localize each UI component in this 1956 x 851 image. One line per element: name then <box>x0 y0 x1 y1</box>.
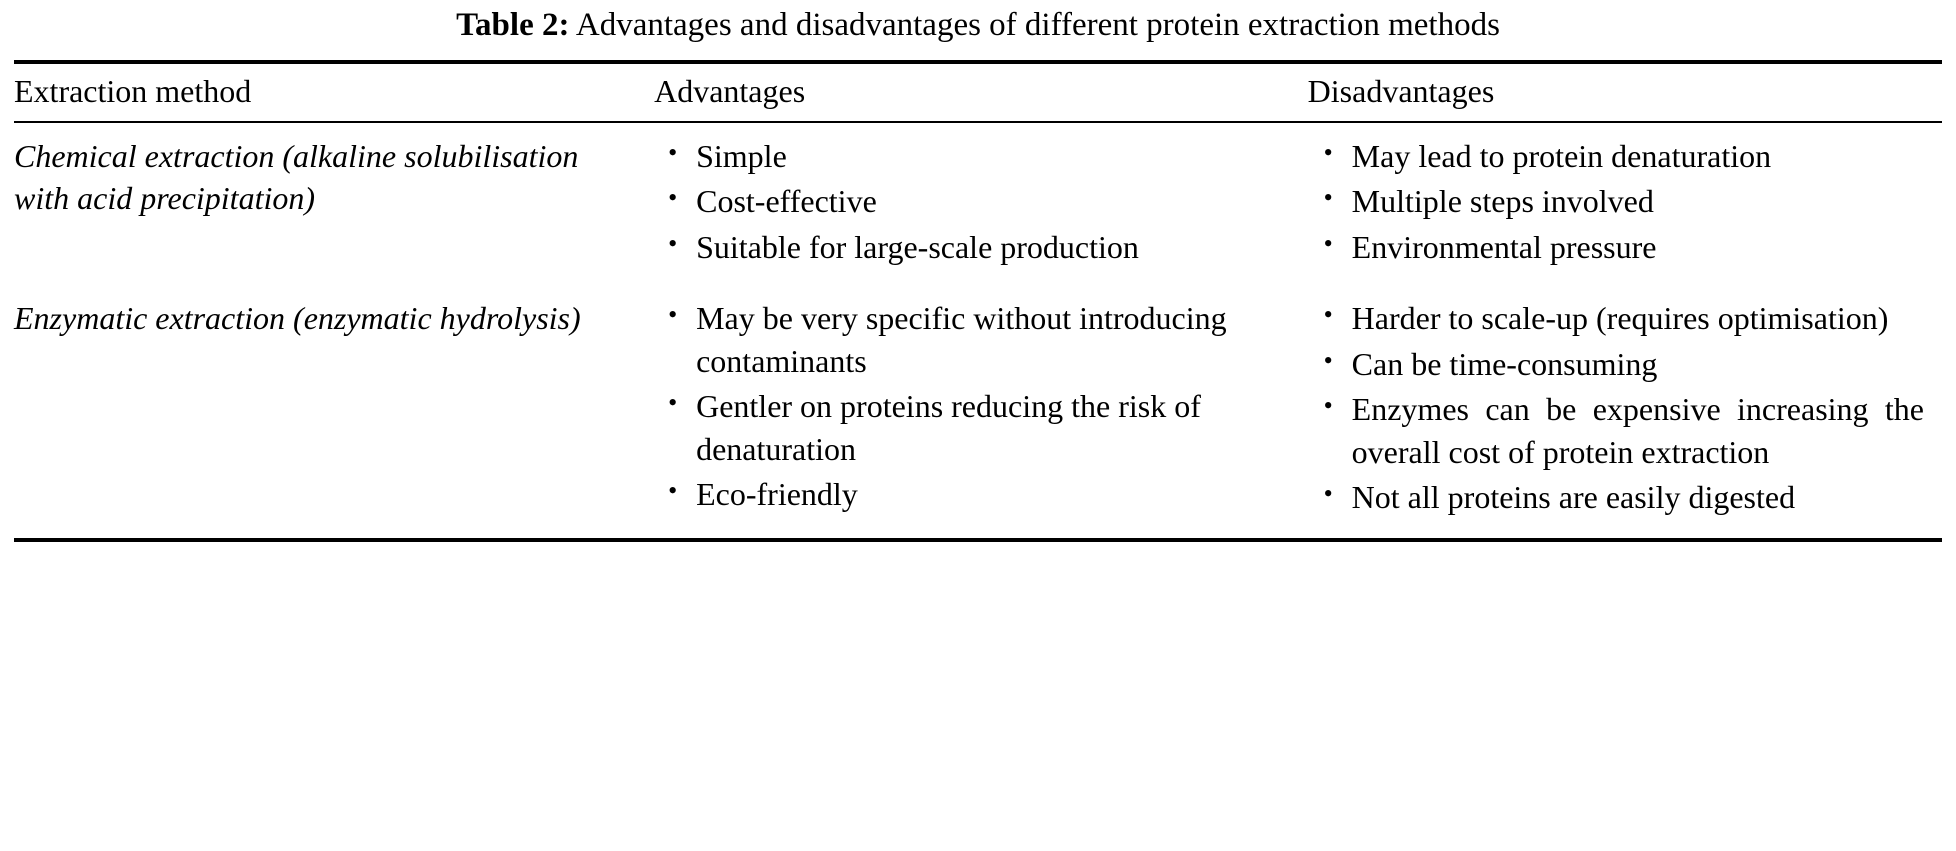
table-row <box>14 122 1942 286</box>
advantages-list <box>662 297 1308 516</box>
list-item: • Multiple steps involved <box>1318 180 1942 223</box>
list-item: • Eco-friendly <box>662 473 1308 516</box>
list-item: • Harder to scale-up (requires optimisation) <box>1318 297 1942 340</box>
cell-disadvantages <box>1308 122 1942 286</box>
list-item: • May be very specific without introducing contaminants <box>662 297 1308 382</box>
table-caption <box>14 0 1942 60</box>
comparison-table <box>14 60 1942 542</box>
table-header-row <box>14 62 1942 122</box>
table-head <box>14 62 1942 122</box>
cell-method <box>14 285 654 540</box>
disadvantages-list <box>1318 297 1942 519</box>
table-row <box>14 285 1942 540</box>
list-item: • Simple <box>662 135 1308 178</box>
list-item: • Can be time-consuming <box>1318 343 1942 386</box>
list-item: • Suitable for large-scale production <box>662 226 1308 269</box>
column-header-disadvantages: Disadvantages <box>1308 62 1942 122</box>
cell-advantages <box>654 122 1308 286</box>
table-caption-text: Advantages and disadvantages of different protein extraction methods <box>575 7 1500 43</box>
disadvantages-list <box>1318 135 1942 269</box>
list-item: • Enzymes can be expensive increasing the overall cost of protein extraction <box>1318 388 1942 473</box>
advantages-list <box>662 135 1308 269</box>
table-body <box>14 122 1942 540</box>
column-header-method: Extraction method <box>14 62 654 122</box>
list-item: • May lead to protein denaturation <box>1318 135 1942 178</box>
list-item: • Not all proteins are easily digested <box>1318 476 1942 519</box>
cell-advantages <box>654 285 1308 540</box>
cell-method <box>14 122 654 286</box>
method-name: Enzymatic extraction (enzymatic hydrolysis) <box>14 300 581 337</box>
column-header-advantages: Advantages <box>654 62 1308 122</box>
list-item: • Cost-effective <box>662 180 1308 223</box>
method-name: Chemical extraction (alkaline solubilisation with acid precipitation) <box>14 137 579 216</box>
cell-disadvantages <box>1308 285 1942 540</box>
list-item: • Gentler on proteins reducing the risk of denaturation <box>662 385 1308 470</box>
list-item: • Environmental pressure <box>1318 226 1942 269</box>
table-caption-label: Table 2: <box>456 7 570 43</box>
